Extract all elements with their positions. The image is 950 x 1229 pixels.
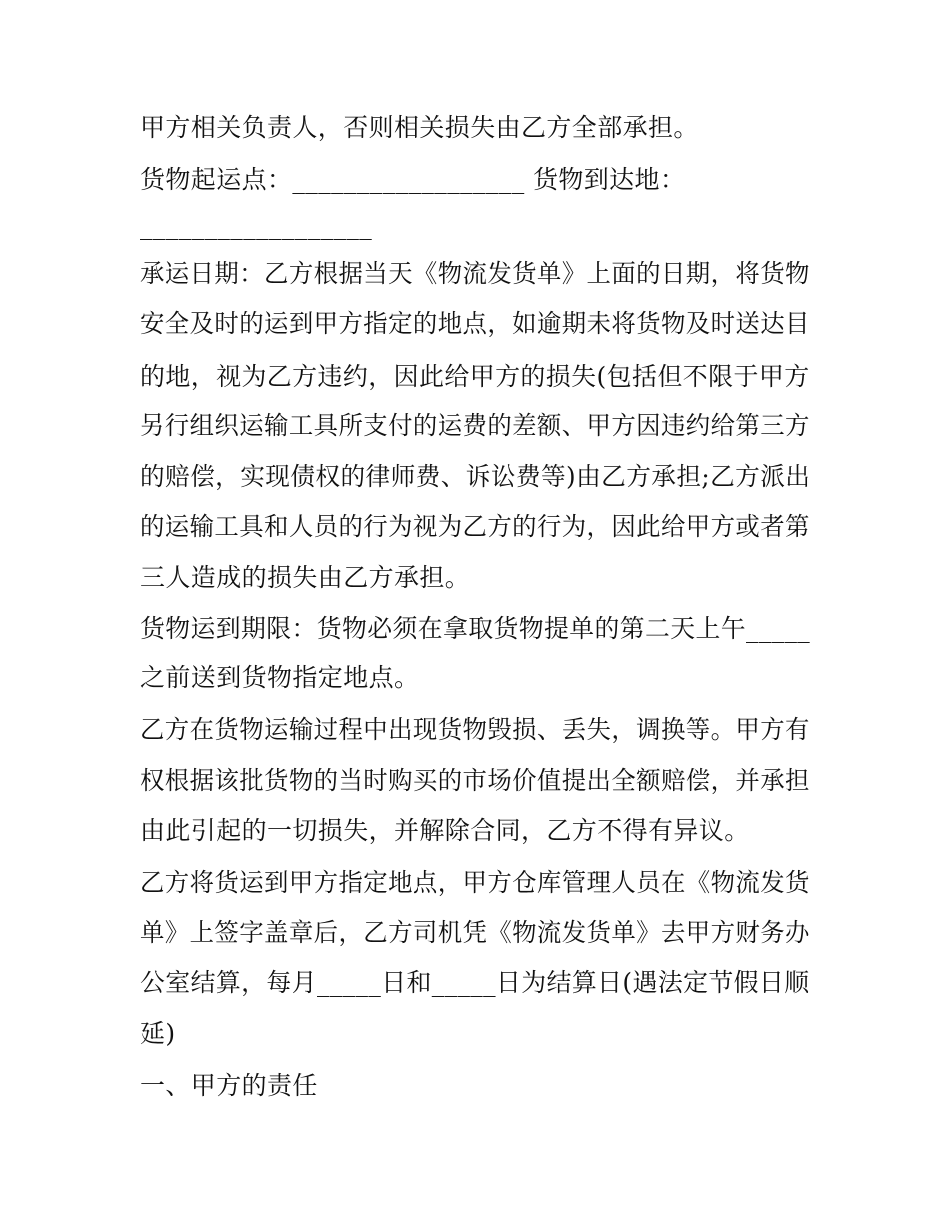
- text-line: 公室结算，每月_____日和_____日为结算日(遇法定节假日顺: [140, 968, 810, 997]
- text-line: 货物起运点：__________________ 货物到达地：: [140, 165, 686, 194]
- section-heading: 一、甲方的责任: [140, 1071, 318, 1100]
- text-line: 乙方将货运到甲方指定地点，甲方仓库管理人员在《物流发货: [140, 868, 810, 897]
- text-line: 货物运到期限：货物必须在拿取货物提单的第二天上午_____: [140, 614, 811, 643]
- text-line: 安全及时的运到甲方指定的地点，如逾期未将货物及时送达目: [140, 309, 810, 338]
- text-line: 承运日期：乙方根据当天《物流发货单》上面的日期，将货物: [140, 259, 810, 288]
- text-line: 的运输工具和人员的行为视为乙方的行为，因此给甲方或者第: [140, 512, 810, 541]
- text-line: 的地，视为乙方违约，因此给甲方的损失(包括但不限于甲方: [140, 362, 810, 391]
- text-line: 之前送到货物指定地点。: [140, 663, 420, 692]
- text-line: 三人造成的损失由乙方承担。: [140, 563, 471, 592]
- text-line: 延): [140, 1019, 176, 1048]
- text-line: 的赔偿，实现债权的律师费、诉讼费等)由乙方承担;乙方派出: [140, 462, 811, 491]
- text-line: 单》上签字盖章后，乙方司机凭《物流发货单》去甲方财务办: [140, 918, 810, 947]
- text-line: 由此引起的一切损失，并解除合同，乙方不得有异议。: [140, 816, 750, 845]
- text-line: 另行组织运输工具所支付的运费的差额、甲方因违约给第三方: [140, 411, 810, 440]
- text-line: 权根据该批货物的当时购买的市场价值提出全额赔偿，并承担: [140, 766, 810, 795]
- text-line: 甲方相关负责人，否则相关损失由乙方全部承担。: [140, 113, 699, 142]
- text-line: 乙方在货物运输过程中出现货物毁损、丢失，调换等。甲方有: [140, 715, 810, 744]
- text-line: __________________: [140, 211, 373, 240]
